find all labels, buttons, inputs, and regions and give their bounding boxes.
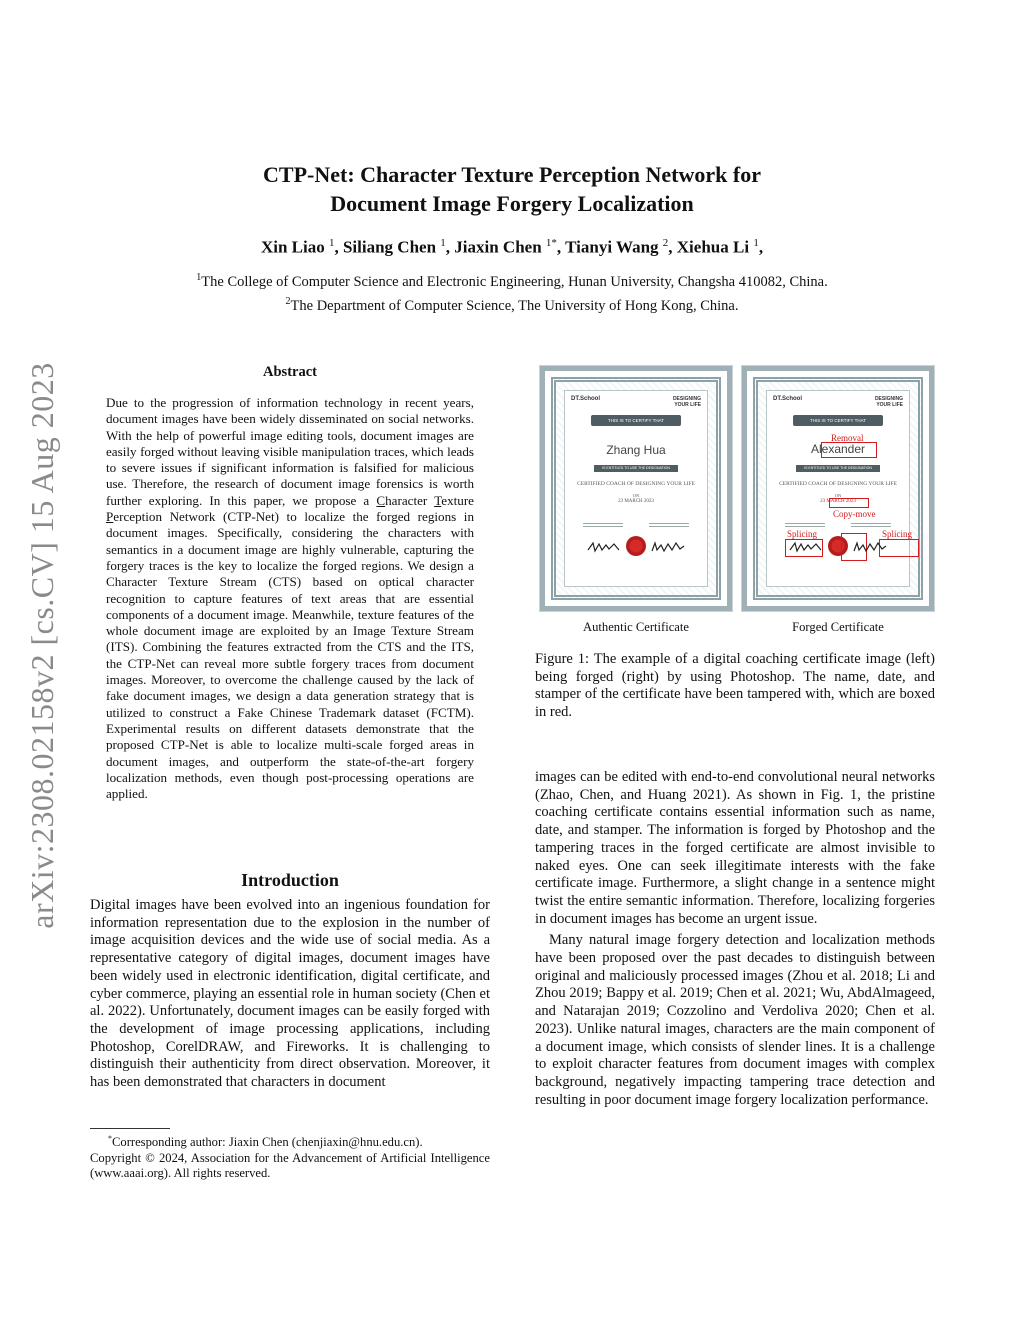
certificate-designation: CERTIFIED COACH OF DESIGNING YOUR LIFE <box>577 481 695 487</box>
title-line-1: CTP-Net: Character Texture Perception Network for <box>263 162 761 187</box>
abstract-text-1: Due to the progression of information technology in recent years, document images have been widely disseminated on social networks. With the help of powerful image editing tools, document images are easily forged without leaving visible manipulation traces, which leads to severe issues if significant information is falsified for malicious use. Therefore, the research of document image forensics is worth further exploring. In this paper, we propose a <box>106 395 474 508</box>
abstract-body <box>106 395 474 802</box>
copy-move-tag: Copy-move <box>833 509 876 519</box>
certificate-date-forged: 23 MARCH 2023 <box>820 499 856 504</box>
authentic-certificate-image <box>540 366 732 611</box>
certificate-designation: CERTIFIED COACH OF DESIGNING YOUR LIFE <box>779 481 897 487</box>
forged-certificate-image <box>742 366 934 611</box>
footnote-line-1: Corresponding author: Jiaxin Chen (chenjiaxin@hnu.edu.cn). <box>112 1135 423 1150</box>
abstract-text-haracter: haracter <box>385 492 435 508</box>
paragraph: Many natural image forgery detection and localization methods have been proposed over the past decades to distinguish between original and maliciously processed images (Zhou et al. 2018; Li and Zhou 2019; Bappy et al. 2019; Chen et al. 2021; Wu, AbdAlmageed, and Natarajan 2019; Cozzolino and Verdoliva 2020; Chen et al. 2023). Unlike natural images, characters are the main component of a document image, which consists of slender lines. It is a challenge to exploit character features from document images with complex background, negatively impacting tampering trace detection and resulting in poor document image forgery localization performance. <box>535 932 935 1108</box>
forged-date-box <box>829 498 869 508</box>
signature-left-icon <box>789 541 823 553</box>
author-affil: 2 <box>662 237 669 249</box>
footnote <box>90 1131 490 1181</box>
brand-tagline-1: DESIGNING <box>672 396 701 402</box>
author-affil: 1 <box>440 237 446 249</box>
signature-right-icon <box>853 541 887 553</box>
wax-seal-icon <box>626 536 646 556</box>
footnote-corresponding <box>90 1131 490 1151</box>
certify-ribbon: THIS IS TO CERTIFY THAT <box>793 415 883 426</box>
abstract-text-exture: exture <box>441 492 474 508</box>
author-affil: 1* <box>545 237 557 249</box>
paper-title <box>0 160 1024 218</box>
footnote-copyright: Copyright © 2024, Association for the Advancement of Artificial Intelligence (www.aaai.org). All rights reserved. <box>90 1150 490 1180</box>
author-affil: 1 <box>753 237 759 249</box>
arxiv-identifier <box>14 345 70 945</box>
brand-logo: DT.School <box>571 396 601 402</box>
entitled-ribbon: IS ENTITLED TO USE THE DESIGNATION <box>594 465 678 472</box>
title-line-2: Document Image Forgery Localization <box>330 191 694 216</box>
author-affil: 1 <box>328 237 335 249</box>
affiliation-1 <box>0 268 1024 292</box>
affiliation-1-text: The College of Computer Science and Electronic Engineering, Hunan University, Changsha 410082, China. <box>201 273 828 290</box>
affiliation-1-num: 1 <box>196 272 202 283</box>
certify-ribbon: THIS IS TO CERTIFY THAT <box>591 415 681 426</box>
abstract-underline-c: C <box>376 492 386 508</box>
author-name: Xiehua Li <box>676 237 750 257</box>
right-column-body <box>535 769 935 1109</box>
signer-info-lines <box>649 521 689 529</box>
signature-right-icon <box>651 541 685 553</box>
abstract-underline-p: P <box>106 509 114 525</box>
brand-logo: DT.School <box>773 396 803 402</box>
brand-tagline-2: YOUR LIFE <box>876 402 903 408</box>
affiliations <box>0 268 1024 316</box>
signer-info-lines <box>851 521 891 529</box>
splicing-tag-right: Splicing <box>882 529 913 539</box>
certificate-date: 23 MARCH 2023 <box>618 499 654 504</box>
forged-name-box <box>821 442 877 458</box>
affiliation-2-text: The Department of Computer Science, The University of Hong Kong, China. <box>290 297 739 314</box>
certificate-name-forged: Alexander <box>810 442 866 456</box>
authentic-certificate-label: Authentic Certificate <box>583 620 689 634</box>
author-list: Xin Liao $^1$, Siliang Chen $^1$, Jiaxin Chen $^{1*}$, Tianyi Wang $^2$, Xiehua Li $^1$, <box>260 237 764 257</box>
arxiv-id-text: arXiv:2308.02158v2 [cs.CV] 15 Aug 2023 <box>23 361 60 929</box>
certificate-name: Zhang Hua <box>606 443 666 457</box>
entitled-ribbon: IS ENTITLED TO USE THE DESIGNATION <box>796 465 880 472</box>
footnote-rule <box>90 1128 170 1129</box>
removal-tag: Removal <box>831 433 864 443</box>
signer-info-lines <box>583 521 623 529</box>
signature-left-icon <box>587 541 621 553</box>
certificate-on: ON <box>834 493 842 498</box>
author-name: Xin Liao <box>260 237 325 257</box>
paragraph: images can be edited with end-to-end convolutional neural networks (Zhao, Chen, and Huang 2021). As shown in Fig. 1, the pristine coaching certificate contains essential information such as name, date, and stamper. The information is forged by Photoshop and the tampering traces in the forged certificate are almost invisible to naked eyes. One can seek illegitimate interests with the fake certificate image. Furthermore, a slight change in a sentence might twist the entire semantic information. Therefore, localizing forgeries in document images has become an urgent issue. <box>535 769 935 927</box>
footnote-mark: * <box>108 1134 112 1143</box>
author-name: Jiaxin Chen <box>454 237 542 257</box>
splicing-tag-left: Splicing <box>787 529 818 539</box>
brand-tagline-1: DESIGNING <box>874 396 903 402</box>
brand-tagline <box>673 396 701 408</box>
signer-info-lines <box>785 521 825 529</box>
forged-certificate-label: Forged Certificate <box>792 620 884 634</box>
author-name: Siliang Chen <box>342 237 437 257</box>
brand-tagline <box>875 396 903 408</box>
abstract-text-2: erception Network (CTP-Net) to localize the forged regions in document images. Specifically, considering the characters with semantics in a document image are highly vulnerable, capturing the forgery traces is the key to localize the forged regions. We design a Character Texture Stream (CTS) based on optical character recognition to capture features of text areas that are essential components of a document image. Meanwhile, texture features of the whole document image are exploited by an Image Texture Stream (ITS). Combining the features extracted from the CTS and the ITS, the CTP-Net can reveal more subtle forgery traces from document images. Moreover, to overcome the challenge caused by the lack of fake document images, we design a data generation strategy that is utilized to construct a Fake Chinese Trademark dataset (FCTM). Experimental results on different datasets demonstrate that the proposed CTP-Net is able to localize multi-scale forged areas in document images, and outperform the state-of-the-art forgery localization methods, even though post-processing operations are applied. <box>106 509 474 802</box>
introduction-heading: Introduction <box>241 870 339 890</box>
introduction-body: Digital images have been evolved into an ingenious foundation for information representation due to the explosion in the number of image acquisition devices and the wide use of social media. As a representative category of digital images, document images have been widely used in electronic identification, digital certificate, and cyber commerce, playing an essential role in human society (Chen et al. 2022). Unfortunately, document images can be easily forged with the development of image processing applications, including Photoshop, CorelDRAW, and Fireworks. It is challenging to distinguish their authenticity from direct observation. Moreover, it has been demonstrated that characters in document <box>90 897 490 1091</box>
abstract-heading: Abstract <box>263 364 317 380</box>
affiliation-2 <box>0 292 1024 316</box>
brand-tagline-2: YOUR LIFE <box>674 402 701 408</box>
abstract-underline-t: T <box>434 492 442 508</box>
author-name: Tianyi Wang <box>565 237 659 257</box>
certificate-on: ON <box>632 493 640 498</box>
figure-1-caption: Figure 1: The example of a digital coaching certificate image (left) being forged (right) by using Photoshop. The name, date, and stamper of the certificate have been tampered with, which are boxed in red. <box>535 651 935 721</box>
affiliation-2-num: 2 <box>285 295 291 307</box>
